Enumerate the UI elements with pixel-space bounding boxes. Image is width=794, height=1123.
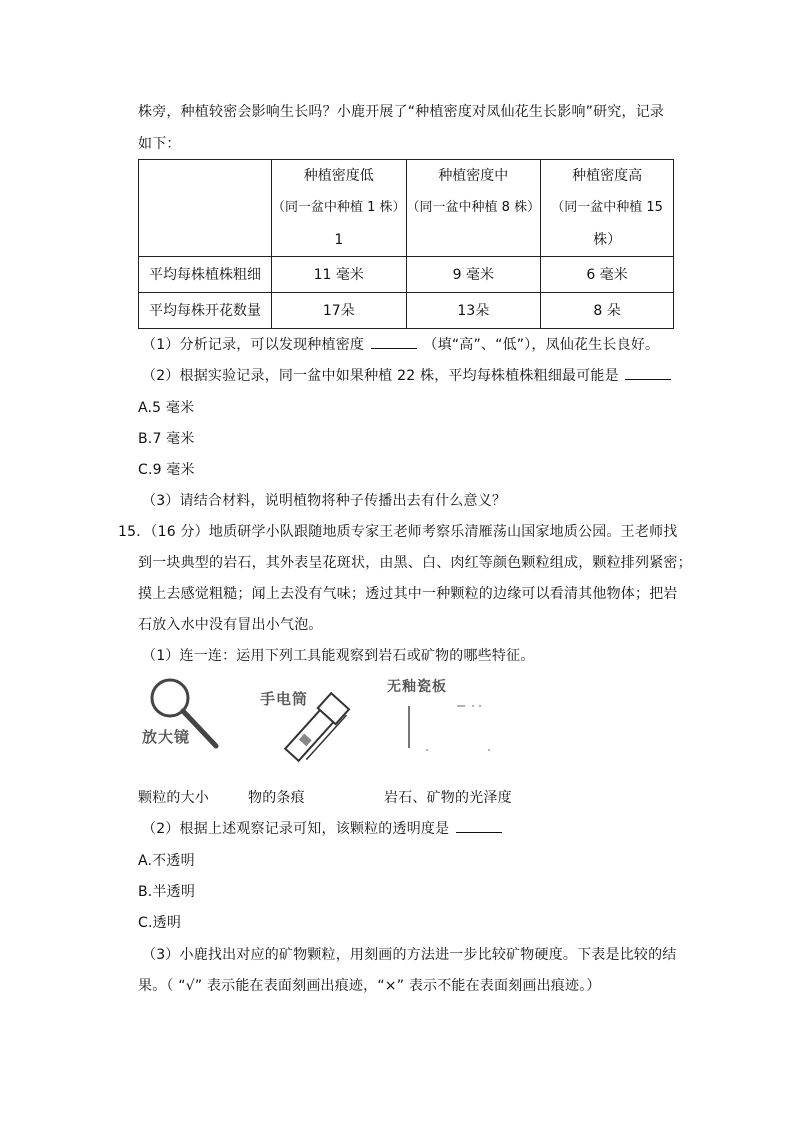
planting-density-table (138, 159, 674, 329)
answer-blank[interactable] (371, 336, 417, 349)
streak-plate-label: 无釉瓷板 (387, 679, 447, 695)
row-label: 平均每株开花数量 (139, 293, 272, 329)
tool-magnifier (140, 676, 230, 756)
answer-blank[interactable] (456, 820, 502, 833)
tool-streak-plate (385, 676, 495, 756)
table-row (139, 293, 674, 329)
q15-line-1: 15．（16 分）地质研学小队跟随地质专家王老师考察乐清雁荡山国家地质公园。王老师找 (118, 524, 678, 540)
table-corner-cell (139, 160, 272, 257)
magnifier-label: 放大镜 (142, 728, 191, 746)
table-cell: 13朵 (406, 293, 541, 329)
intro-line-2: 如下： (138, 136, 181, 152)
flashlight-icon (258, 682, 358, 772)
table-cell: 8 朵 (541, 293, 674, 329)
table-header-high: 种植密度高 （同一盆中种植 15 株） (541, 160, 674, 257)
table-header-low: 种植密度低 （同一盆中种植 1 株） 1 (272, 160, 407, 257)
table-cell: 9 毫米 (406, 257, 541, 293)
q15-line-4: 石放入水中没有冒出小气泡。 (138, 617, 323, 633)
q15-sub1: （1）连一连：运用下列工具能观察到岩石或矿物的哪些特征。 (142, 648, 535, 664)
feature-streak[interactable]: 物的条痕 (248, 790, 305, 806)
tool-flashlight (258, 682, 358, 772)
q15-sub3-line-2: 果。（ “√” 表示能在表面刻画出痕迹，“×” 表示不能在表面刻画出痕迹。） (138, 978, 601, 994)
feature-luster[interactable]: 岩石、矿物的光泽度 (384, 790, 512, 806)
table-cell: 17朵 (272, 293, 407, 329)
flashlight-label: 手电筒 (260, 690, 309, 708)
streak-plate-icon (385, 676, 495, 756)
q15-sub2: （2）根据上述观察记录可知，该颗粒的透明度是 (142, 819, 504, 839)
q15-sub3-line-1: （3）小鹿找出对应的矿物颗粒，用刻画的方法进一步比较矿物硬度。下表是比较的结 (142, 947, 677, 963)
q14-sub3: （3）请结合材料，说明植物将种子传播出去有什么意义？ (142, 493, 507, 509)
q14-sub1: （1）分析记录，可以发现种植密度 （填“高”、“低”），凤仙花生长良好。 (142, 337, 660, 353)
q15-line-3: 摸上去感觉粗糙；闻上去没有气味；透过其中一种颗粒的边缘可以看清其他物体；把岩 (138, 586, 678, 602)
answer-blank[interactable] (625, 367, 671, 380)
q15-option-b[interactable]: B.半透明 (138, 884, 196, 900)
q14-option-a[interactable]: A.5 毫米 (138, 400, 195, 416)
q15-line-2: 到一块典型的岩石，其外表呈花斑状，由黑、白、肉红等颜色颗粒组成，颗粒排列紧密； (138, 555, 692, 571)
table-cell: 6 毫米 (541, 257, 674, 293)
q15-option-c[interactable]: C.透明 (138, 915, 182, 931)
row-label: 平均每株植株粗细 (139, 257, 272, 293)
table-header-mid: 种植密度中 （同一盆中种植 8 株） (406, 160, 541, 257)
table-header-row (139, 160, 674, 257)
feature-particle-size[interactable]: 颗粒的大小 (138, 790, 209, 806)
q14-option-b[interactable]: B.7 毫米 (138, 431, 195, 447)
intro-line-1: 株旁，种植较密会影响生长吗？小鹿开展了“种植密度对凤仙花生长影响”研究，记录 (138, 104, 665, 120)
table-cell: 11 毫米 (272, 257, 407, 293)
table-row (139, 257, 674, 293)
q15-option-a[interactable]: A.不透明 (138, 853, 195, 869)
q14-sub2: （2）根据实验记录，同一盆中如果种植 22 株，平均每株植株粗细最可能是 (142, 366, 673, 386)
q14-option-c[interactable]: C.9 毫米 (138, 462, 195, 478)
